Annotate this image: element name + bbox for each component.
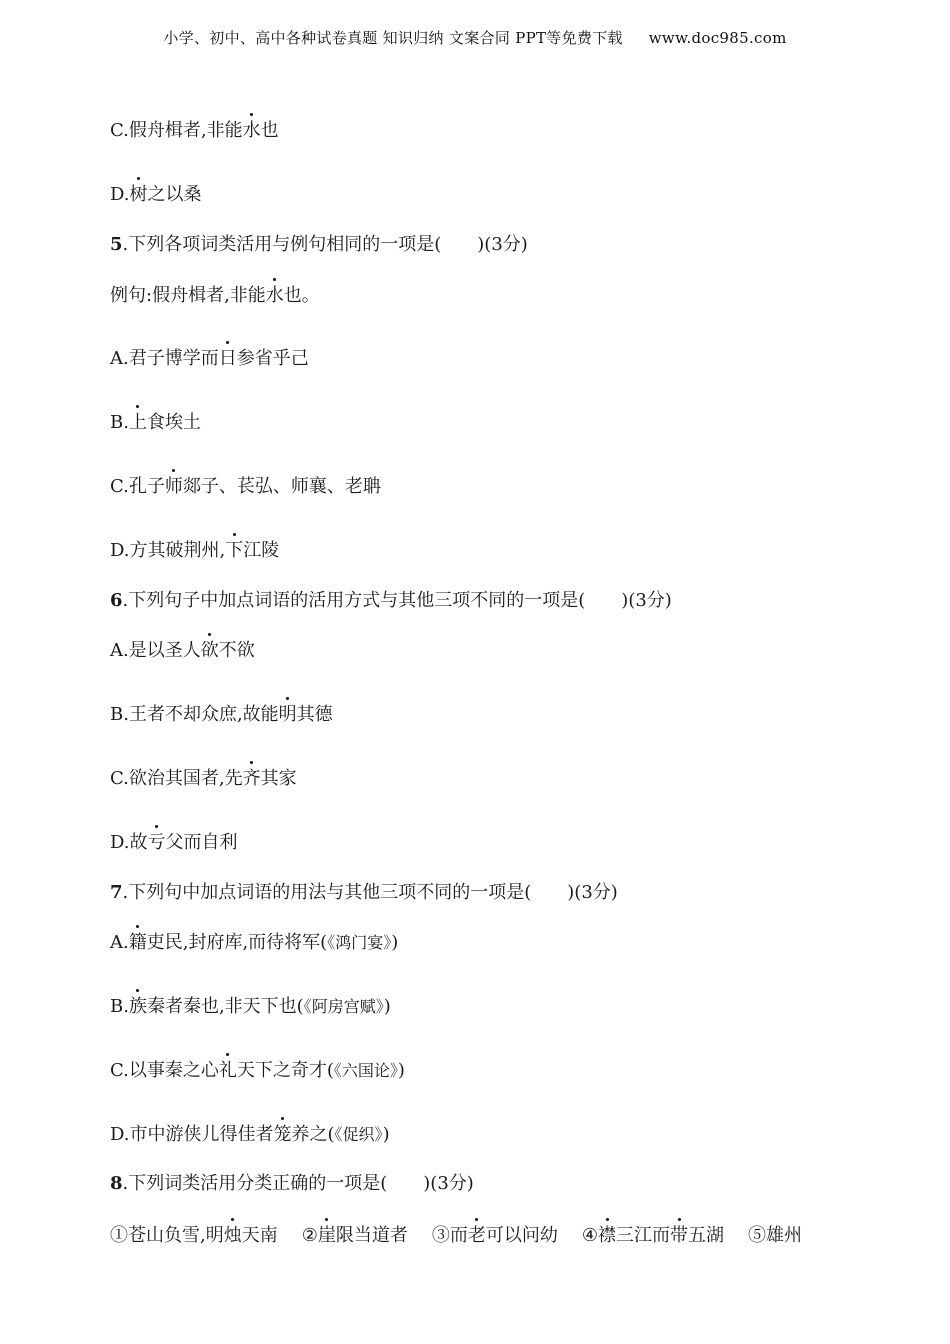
q5-stem: 5.下列各项词类活用与例句相同的一项是( )(3分) [110, 234, 528, 255]
emphasis-char: 明 [278, 704, 297, 725]
q8-option-2: ②崖限当道者 [301, 1225, 408, 1246]
question-number: 8 [110, 1173, 123, 1194]
question-number: 6 [110, 590, 123, 611]
emphasis-char: 水 [242, 120, 261, 141]
question-number: 5 [110, 234, 123, 255]
q8-option-1: ①苍山负雪,明烛天南 [110, 1225, 278, 1246]
source-title: 《阿房宫赋》 [303, 997, 384, 1016]
emphasis-char: 崖 [317, 1225, 336, 1246]
emphasis-char: 下 [225, 540, 244, 561]
emphasis-char: 亏 [147, 832, 166, 853]
q6-stem: 6.下列句子中加点词语的活用方式与其他三项不同的一项是( )(3分) [110, 590, 672, 611]
q6-option-a: A.是以圣人欲不欲 [110, 640, 255, 661]
q6-option-c: C.欲治其国者,先齐其家 [110, 768, 297, 789]
header-site-link[interactable]: www.doc985.com [648, 29, 787, 47]
emphasis-char: 襟 [598, 1225, 617, 1246]
source-title: 《促织》 [334, 1125, 383, 1144]
source-title: 《六国论》 [333, 1061, 398, 1080]
emphasis-char: 树 [129, 184, 148, 205]
q6-option-d: D.故亏父而自利 [110, 832, 238, 853]
emphasis-char: 上 [128, 412, 147, 433]
q4-option-d: D.树之以桑 [110, 184, 202, 205]
q5-option-b: B.上食埃土 [110, 412, 201, 433]
q4-option-c: C.假舟楫者,非能水也 [110, 120, 279, 141]
q8-stem: 8.下列词类活用分类正确的一项是( )(3分) [110, 1173, 474, 1194]
emphasis-char: 师 [164, 476, 183, 497]
source-title: 《鸿门宴》 [327, 933, 392, 952]
emphasis-char: 礼 [218, 1060, 237, 1081]
q7-option-b: B.族秦者秦也,非天下也(《阿房宫赋》) [110, 996, 391, 1017]
page-header [0, 27, 950, 48]
emphasis-char: 族 [128, 996, 147, 1017]
emphasis-char: 笼 [273, 1124, 292, 1145]
q5-option-c: C.孔子师郯子、苌弘、师襄、老聃 [110, 476, 381, 497]
emphasis-char: 老 [467, 1225, 486, 1246]
emphasis-char: 带 [670, 1225, 689, 1246]
q7-option-c: C.以事秦之心礼天下之奇才(《六国论》) [110, 1060, 405, 1081]
q5-option-a: A.君子博学而日参省乎己 [110, 348, 309, 369]
emphasis-char: 水 [265, 285, 284, 306]
emphasis-char: 籍 [128, 932, 147, 953]
q6-option-b: B.王者不却众庶,故能明其德 [110, 704, 333, 725]
q5-example: 例句:假舟楫者,非能水也。 [110, 285, 320, 306]
q8-option-3: ③而老可以问幼 [431, 1225, 558, 1246]
header-text: 小学、初中、高中各种试卷真题 知识归纳 文案合同 PPT等免费下载 [163, 29, 623, 47]
emphasis-char: 烛 [223, 1225, 242, 1246]
q7-option-d: D.市中游侠儿得佳者笼养之(《促织》) [110, 1124, 390, 1145]
q8-option-5: ⑤雄州 [748, 1225, 803, 1246]
q7-stem: 7.下列句中加点词语的用法与其他三项不同的一项是( )(3分) [110, 882, 618, 903]
question-number: 7 [110, 882, 123, 903]
q8-options [110, 1224, 802, 1248]
emphasis-char: 日 [218, 348, 237, 369]
q7-option-a: A.籍吏民,封府库,而待将军(《鸿门宴》) [110, 932, 399, 953]
q8-option-4: ④襟三江而带五湖 [581, 1225, 725, 1246]
emphasis-char: 欲 [200, 640, 219, 661]
emphasis-char: 齐 [242, 768, 261, 789]
q5-option-d: D.方其破荆州,下江陵 [110, 540, 280, 561]
